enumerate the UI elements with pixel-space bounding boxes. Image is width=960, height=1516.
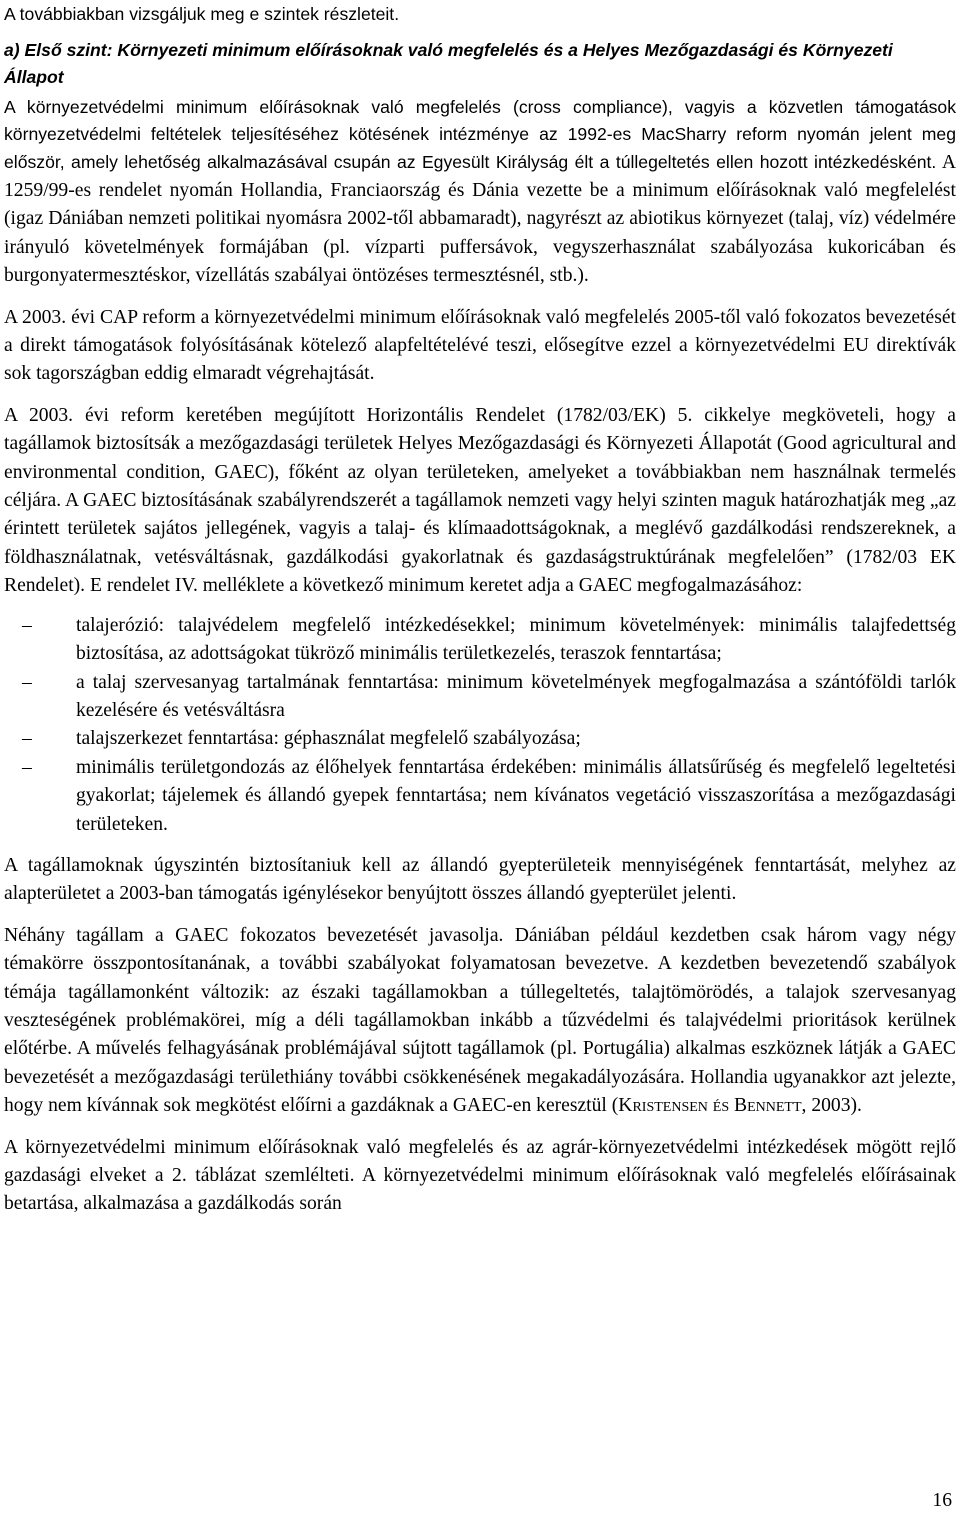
gaec-requirements-list (4, 612, 956, 839)
list-item (4, 725, 956, 753)
list-item (4, 612, 956, 669)
section-heading: a) Első szint: Környezeti minimum előírásoknak való megfelelés és a Helyes Mezőgazdasági és Környezeti Állapot (4, 40, 893, 88)
paragraph-cross-compliance (4, 94, 956, 290)
paragraph-grassland: A tagállamoknak úgyszintén biztosítaniuk kell az állandó gyepterületeik mennyiségének fenntartását, melyhez az alapterületet a 2003-ban támogatás igénylésekor benyújtott összes állandó gyepterület jelenti. (4, 854, 956, 905)
dash-bullet: – (22, 614, 32, 636)
list-item (4, 669, 956, 726)
list-item-text: minimális területgondozás az élőhelyek fenntartása érdekében: minimális állatsűrűség és megfelelő legeltetési gyakorlat; tájelemek és állandó gyepek fenntartása; nem kívánatos vegetáció visszaszorítása a mezőgazdasági területeken. (76, 756, 956, 835)
list-item-text: talajerózió: talajvédelem megfelelő intézkedésekkel; minimum követelmények: minimális talajfedettség biztosítása, az adottságokat tükröző minimális területkezelés, teraszok fenntartása; (76, 614, 956, 665)
paragraph-economic-principles: A környezetvédelmi minimum előírásoknak való megfelelés és az agrár-környezetvédelmi intézkedések mögött rejlő gazdasági elveket a 2. táblázat szemlélteti. A környezetvédelmi minimum előírásoknak való megfelelés előírásainak betartása, alkalmazása a gazdálkodás során (4, 1136, 956, 1215)
paragraph-cross-compliance-part2: A 1259/99-es rendelet nyomán Hollandia, Franciaország és Dánia vezette be a minimum előírásoknak való megfelelést (igaz Dániában nemzeti politikai nyomásra 2002-től abbamaradt), nagyrészt az abiotikus környezet (talaj, víz) védelmére irányuló követelmények formájában (pl. vízparti puffersávok, vegyszerhasználat szabályozása kukoricában és burgonyatermesztéskor, vízellátás szabályai öntözéses termesztésnél, stb.). (4, 151, 956, 287)
dash-bullet: – (22, 671, 32, 693)
paragraph-cross-compliance-part1: A környezetvédelmi minimum előírásoknak való megfelelés (cross compliance), vagyis a közvetlen támogatások környezetvédelmi feltételek teljesítéséhez kötésének intézménye az 1992-es MacSharry reform nyomán jelent meg először, amely lehetőség alkalmazásával csupán az Egyesült Királyság élt a túllegeltetés ellen hozott intézkedésként. (4, 97, 956, 172)
paragraph-horizontal-regulation: A 2003. évi reform keretében megújított Horizontális Rendelet (1782/03/EK) 5. cikkelye megköveteli, hogy a tagállamok biztosítsák a mezőgazdasági területek Helyes Mezőgazdasági és Környezeti Állapotát (Good agricultural and environmental condition, GAEC), főként az olyan területeken, amelyeket a továbbiakban nem használnak termelés céljára. A GAEC biztosításának szabályrendszerét a tagállamok nemzeti vagy helyi szinten maguk határozhatják meg „az érintett területek sajátos jellegének, vagyis a talaj- és klímaadottságoknak, a meglévő gazdálkodási rendszereknek, a földhasználatnak, vetésváltásnak, gazdálkodási gyakorlatnak és gazdaságstruktúrának megfelelően” (1782/03 EK Rendelet). E rendelet IV. melléklete a következő minimum keretet adja a GAEC megfogalmazásához: (4, 404, 956, 597)
list-item (4, 754, 956, 839)
document-page (4, 0, 956, 1219)
dash-bullet: – (22, 728, 32, 750)
intro-sentence: A továbbiakban vizsgáljuk meg e szintek részleteit. (4, 4, 400, 24)
dash-bullet: – (22, 756, 32, 778)
page-number: 16 (932, 1490, 952, 1511)
citation-year: , 2003). (801, 1095, 862, 1117)
paragraph-member-states-text: Néhány tagállam a GAEC fokozatos bevezetését javasolja. Dániában például kezdetben csak három vagy négy témakörre összpontosítanának, a további szabályokat folyamatosan bevezetve. A kezdetben bevezetendő szabályok témája tagállamonként változik: az északi tagállamokban a túllegeltetés, talajtömörödés, a talajok szervesanyag veszteségének problémakörei, míg a déli tagállamokban inkább a tűzvédelmi és talajvédelmi prioritások kerülnek előtérbe. A művelés felhagyásának problémájával sújtott tagállamok (pl. Portugália) alkalmas eszköznek látják a GAEC bevezetését a mezőgazdasági területhiány további csökkenésének megakadályozására. Hollandia ugyanakkor azt jelezte, hogy nem kívánnak sok megkötést előírni a gazdáknak a GAEC-en keresztül ( (4, 924, 956, 1117)
paragraph-cap-reform: A 2003. évi CAP reform a környezetvédelmi minimum előírásoknak való megfelelés 2005-től való fokozatos bevezetését a direkt támogatások folyósításának kötelező alapfeltételévé teszi, elősegítve ezzel a környezetvédelmi EU direktívák sok tagországban eddig elmaradt végrehajtását. (4, 306, 956, 385)
list-item-text: talajszerkezet fenntartása: géphasználat megfelelő szabályozása; (76, 728, 581, 750)
paragraph-member-states (4, 922, 956, 1121)
citation-authors: Kristensen és Bennett (618, 1095, 802, 1117)
list-item-text: a talaj szervesanyag tartalmának fenntartása: minimum követelmények megfogalmazása a szántóföldi tarlók kezelésére és vetésváltásra (76, 671, 956, 721)
